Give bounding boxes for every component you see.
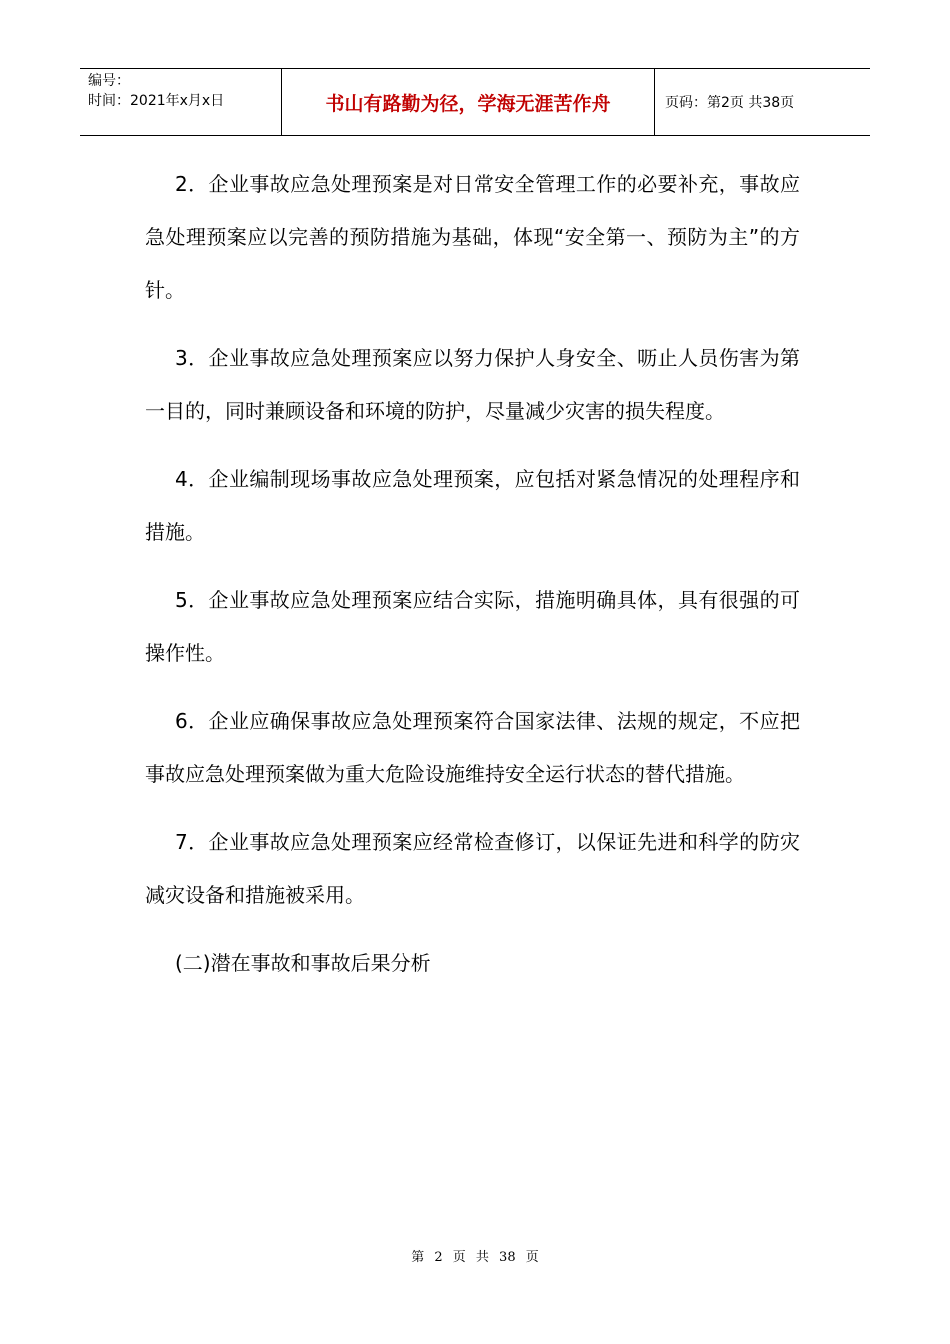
date-label: 时间：2021年x月x日 <box>88 93 225 109</box>
paragraph-item-3: 3．企业事故应急处理预案应以努力保护人身安全、呖止人员伤害为第一目的，同时兼顾设备和环境的防护，尽量减少灾害的损失程度。 <box>145 346 800 423</box>
motto-text: 书山有路勤为径，学海无涯苦作舟 <box>325 92 611 115</box>
header-meta <box>80 69 281 135</box>
page-info-text: 页码：第2页 共38页 <box>665 95 795 111</box>
paragraph-item-5: 5．企业事故应急处理预案应结合实际，措施明确具体，具有很强的可操作性。 <box>145 588 800 665</box>
footer-page-number: 第 2 页 共 38 页 <box>411 1250 539 1265</box>
header-page-info <box>655 69 870 135</box>
section-heading: (二)潜在事故和事故后果分析 <box>175 951 431 975</box>
document-body <box>145 158 800 1005</box>
page-footer <box>0 1246 950 1265</box>
page-header <box>80 68 870 136</box>
paragraph-item-4: 4．企业编制现场事故应急处理预案，应包括对紧急情况的处理程序和措施。 <box>145 467 800 544</box>
number-label: 编号： <box>88 73 130 89</box>
paragraph-item-2: 2．企业事故应急处理预案是对日常安全管理工作的必要补充，事故应急处理预案应以完善的预防措施为基础，体现“安全第一、预防为主”的方针。 <box>145 172 800 302</box>
header-motto <box>281 69 655 135</box>
paragraph-item-7: 7．企业事故应急处理预案应经常检查修订，以保证先进和科学的防灾减灾设备和措施被采用。 <box>145 830 800 907</box>
paragraph-item-6: 6．企业应确保事故应急处理预案符合国家法律、法规的规定，不应把事故应急处理预案做为重大危险设施维持安全运行状态的替代措施。 <box>145 709 800 786</box>
